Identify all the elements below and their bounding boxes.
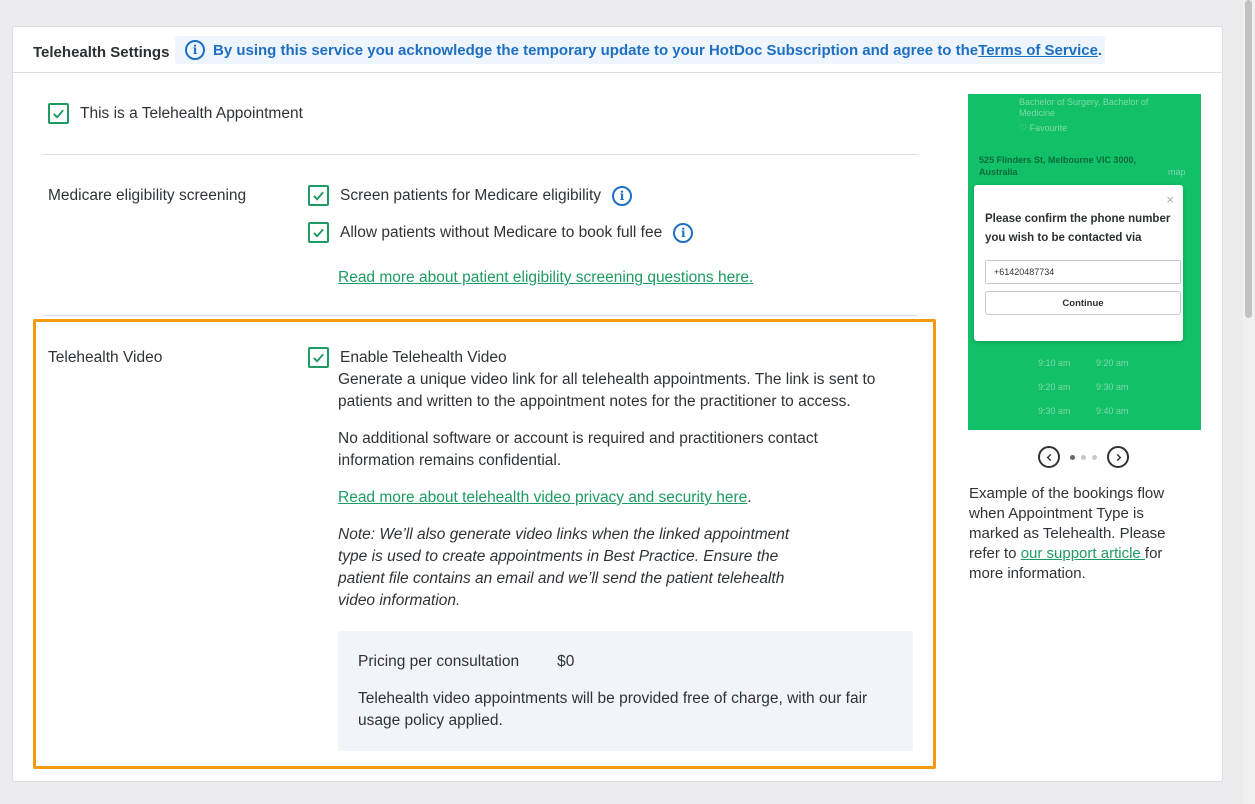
support-article-link[interactable]: our support article <box>1020 545 1145 562</box>
caption-end: for more information. <box>969 545 1163 582</box>
video-section-label: Telehealth Video <box>48 349 163 366</box>
telehealth-settings-card <box>12 26 1223 782</box>
allow-full-fee-row <box>308 222 693 243</box>
allow-full-fee-label: Allow patients without Medicare to book full fee <box>340 223 663 241</box>
pricing-row <box>358 653 574 671</box>
pricing-box <box>338 631 913 751</box>
carousel-dots <box>1067 455 1100 460</box>
booking-flow-preview <box>968 94 1201 430</box>
medicare-section-label: Medicare eligibility screening <box>48 187 247 204</box>
preview-carousel <box>1038 446 1129 468</box>
screen-medicare-checkbox[interactable] <box>308 185 329 206</box>
phone-input: +61420487734 <box>985 260 1181 284</box>
bg-text: Medicine <box>1019 108 1056 118</box>
telehealth-appointment-checkbox[interactable] <box>48 103 69 124</box>
pricing-note: Telehealth video appointments will be provided free of charge, with our fair usage policy applied. <box>358 690 868 729</box>
time-slot: 9:30 am <box>1038 406 1071 416</box>
screen-medicare-label: Screen patients for Medicare eligibility <box>340 186 602 204</box>
caption-text: Example of the bookings flow when Appointment Type is marked as Telehealth. Please refer to <box>969 485 1166 562</box>
period: . <box>747 489 752 506</box>
chevron-right-icon <box>1114 453 1123 462</box>
carousel-dot[interactable] <box>1070 455 1075 460</box>
card-title: Telehealth Settings <box>33 44 170 61</box>
video-privacy-link[interactable]: Read more about telehealth video privacy and security here <box>338 489 748 506</box>
notice-end: . <box>1097 41 1103 59</box>
video-description: Generate a unique video link for all telehealth appointments. The link is sent to patients and written to the appointment notes for the practitioner to access. <box>338 371 876 410</box>
pricing-label: Pricing per consultation <box>358 653 520 670</box>
allow-full-fee-info-icon[interactable]: i <box>673 223 693 243</box>
enable-video-row <box>308 347 507 368</box>
bg-text: ♡ Favourite <box>1019 123 1068 133</box>
screen-medicare-info-icon[interactable]: i <box>612 186 632 206</box>
video-read-more <box>338 487 898 509</box>
check-icon <box>312 351 325 364</box>
info-icon: i <box>185 40 205 60</box>
carousel-dot[interactable] <box>1081 455 1086 460</box>
check-icon <box>312 226 325 239</box>
notice-text: By using this service you acknowledge the temporary update to your HotDoc Subscription and agree to the <box>213 41 979 59</box>
time-slot: 9:20 am <box>1096 358 1129 368</box>
card-header <box>13 27 1222 73</box>
preview-caption <box>969 484 1194 584</box>
terms-notice <box>175 36 1105 64</box>
carousel-dot[interactable] <box>1092 455 1097 460</box>
allow-full-fee-checkbox[interactable] <box>308 222 329 243</box>
bg-text: Australia <box>979 167 1018 177</box>
eligibility-read-more-link[interactable]: Read more about patient eligibility screening questions here. <box>338 269 754 286</box>
check-icon <box>312 189 325 202</box>
divider <box>43 154 918 155</box>
terms-of-service-link[interactable]: Terms of Service <box>978 41 1098 59</box>
close-icon: × <box>1166 192 1174 207</box>
time-slot: 9:30 am <box>1096 382 1129 392</box>
modal-title: Please confirm the phone number you wish to be contacted via <box>985 213 1171 244</box>
carousel-prev-button[interactable] <box>1038 446 1060 468</box>
telehealth-appointment-row <box>48 103 303 124</box>
continue-button: Continue <box>985 291 1181 315</box>
bg-text: Bachelor of Surgery, Bachelor of <box>1019 97 1149 107</box>
chevron-left-icon <box>1045 453 1054 462</box>
bg-text: 525 Flinders St, Melbourne VIC 3000, <box>979 155 1137 165</box>
time-slot: 9:10 am <box>1038 358 1071 368</box>
carousel-next-button[interactable] <box>1107 446 1129 468</box>
check-icon <box>52 107 65 120</box>
enable-video-label: Enable Telehealth Video <box>340 348 507 366</box>
video-confidential-note: No additional software or account is required and practitioners contact information remains confidential. <box>338 430 818 469</box>
scrollbar-thumb[interactable] <box>1245 0 1252 318</box>
divider <box>43 315 918 316</box>
screen-medicare-row <box>308 185 632 206</box>
time-slot: 9:20 am <box>1038 382 1071 392</box>
telehealth-appointment-label: This is a Telehealth Appointment <box>80 104 303 122</box>
page-scrollbar[interactable] <box>1243 0 1255 804</box>
phone-confirm-modal <box>974 185 1183 341</box>
bg-text: map <box>1168 167 1186 177</box>
pricing-value: $0 <box>557 653 575 670</box>
best-practice-note: Note: We’ll also generate video links when the linked appointment type is used to create appointments in Best Practice. Ensure the patient file contains an email and we’ll send the patient telehealth video information. <box>338 526 790 609</box>
time-slot: 9:40 am <box>1096 406 1129 416</box>
enable-video-checkbox[interactable] <box>308 347 329 368</box>
